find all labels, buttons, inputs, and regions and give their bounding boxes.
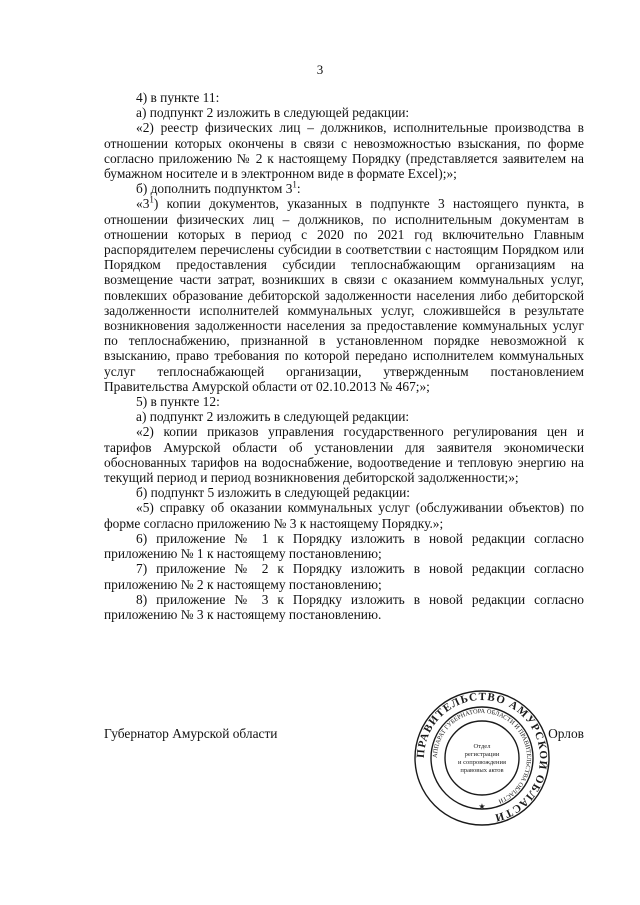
seal-middle-text: АППАРАТ ГУБЕРНАТОРА ОБЛАСТИ И ПРАВИТЕЛЬСТВА ОБЛАСТИ	[431, 707, 533, 805]
paragraph-item-6: 6) приложение № 1 к Порядку изложить в новой редакции согласно приложению № 1 к настоящему постановлению;	[104, 530, 584, 562]
subitem-b-colon: :	[296, 181, 301, 197]
paragraph-item-4: 4) в пункте 11:	[136, 90, 220, 105]
seal-center-line: и сопровождения	[458, 759, 506, 766]
paragraph-item-5-b-text: «5) справку об оказании коммунальных услуг (обслуживании объектов) по форме согласно приложению № 3 к настоящему Порядку.»;	[104, 500, 584, 531]
seal-center-line: правовых актов	[460, 767, 504, 774]
subitem-3-1-body: ) копии документов, указанных в подпункте 3 настоящего пункта, в отношении физических лиц – должников, по исполнительным документам в отношении которых в период с 2020 по 2021 год включительно Главным распорядителем перечислены субсидии в соответствии с настоящим Порядком или Порядком предоставления субсидии теплоснабжающим организациям на возмещение части затрат, возникших в связи с оказанием коммунальных услуг, повлекших образование дебиторской задолженности населения либо дебиторской задолженности исполнителей коммунальных услуг, сложившейся в результате возникновения задолженности населения за предоставление коммунальных услуг по теплоснабжению, признанной в установленном порядке невозможной к взысканию, право требования по которой передано исполнителем коммунальных услуг теплоснабжающей организации, утвержденным постановлением Правительства Амурской области от 02.10.2013 № 467;»;	[104, 196, 584, 394]
paragraph-item-7: 7) приложение № 2 к Порядку изложить в новой редакции согласно приложению № 2 к настоящему постановлению;	[104, 561, 584, 592]
paragraph-subitem-2-text: «2) реестр физических лиц – должников, исполнительные производства в отношении которых окончены в связи с невозможностью взыскания, по форме согласно приложению № 2 к настоящему Порядку (представляется заявителем на бумажном носителе и в электронном виде в формате Excel);»;	[104, 120, 584, 182]
signer-position: Губернатор Амурской области	[104, 726, 278, 741]
superscript-marker: 1	[149, 194, 154, 205]
paragraph-subitem-3-1-text	[104, 196, 584, 394]
paragraph-item-5-b: б) подпункт 5 изложить в следующей редакции:	[136, 485, 411, 501]
signer-name: Орлов	[548, 726, 584, 741]
paragraph-item-5-a: а) подпункт 2 изложить в следующей редакции:	[136, 409, 410, 425]
seal-star-icon: ★	[478, 802, 486, 811]
paragraph-item-8: 8) приложение № 3 к Порядку изложить в новой редакции согласно приложению № 3 к настоящему постановлению.	[104, 591, 584, 622]
paragraph-item-5-a-text: «2) копии приказов управления государственного регулирования цен и тарифов Амурской области об установлении для заявителя экономически обоснованных тарифов на водоснабжение, водоотведение и тепловую энергию на текущий период и период возникновения дебиторской задолженности;»;	[104, 424, 584, 486]
superscript-marker: 1	[292, 179, 297, 190]
official-seal	[412, 688, 552, 828]
subitem-b-text: б) дополнить подпунктом 3	[136, 181, 293, 197]
paragraph-subitem-a: а) подпункт 2 изложить в следующей редакции:	[136, 105, 410, 121]
document-body	[104, 90, 584, 622]
subitem-3-1-prefix: «3	[136, 196, 150, 212]
seal-center-line: регистрации	[464, 751, 500, 758]
seal-center-line: Отдел	[473, 743, 491, 750]
paragraph-subitem-b	[104, 181, 584, 196]
paragraph-item-5: 5) в пункте 12:	[136, 394, 220, 410]
page-number: 3	[316, 62, 324, 77]
seal-outer-text: ПРАВИТЕЛЬСТВО АМУРСКОЙ ОБЛАСТИ	[414, 690, 550, 824]
